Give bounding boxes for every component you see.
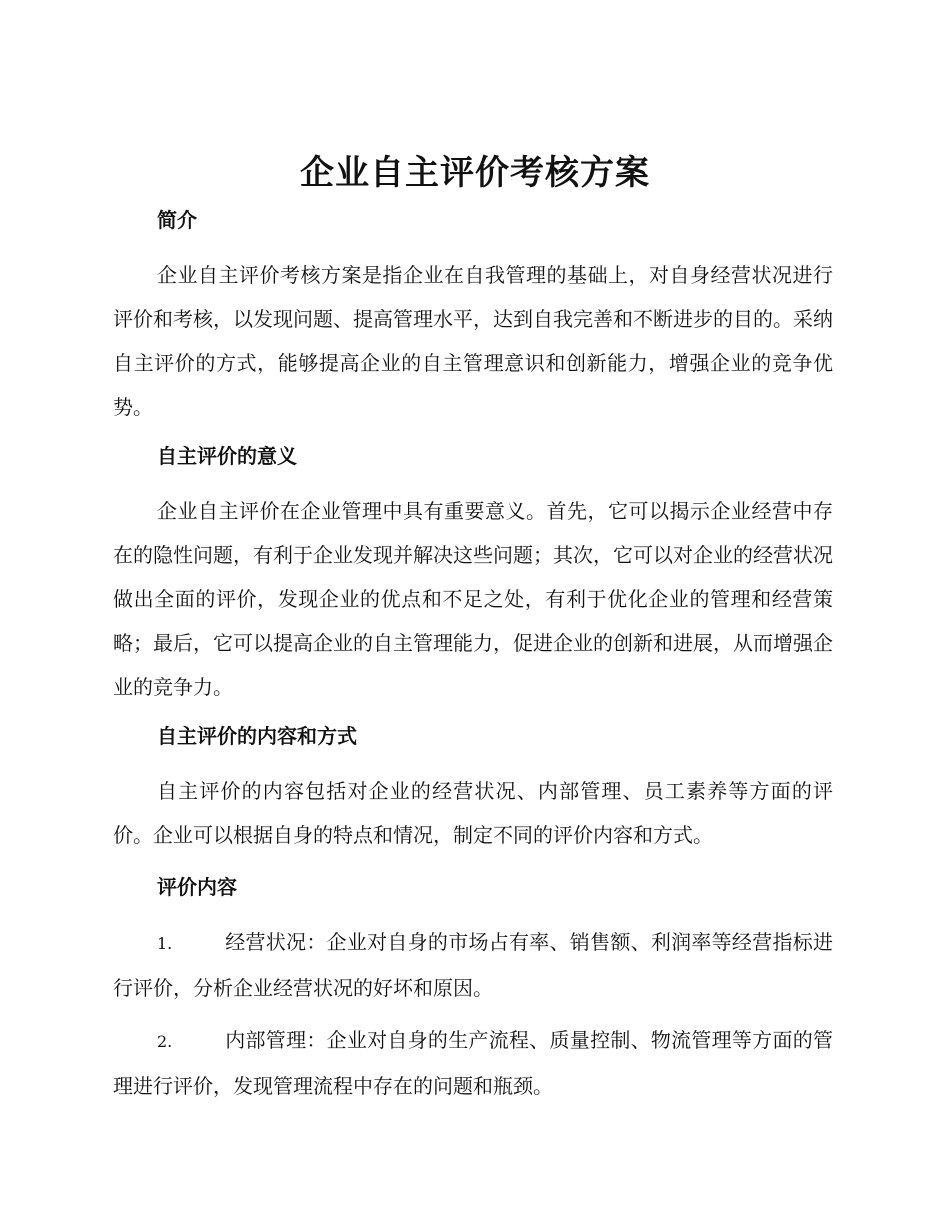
list-item-2-block xyxy=(113,1018,833,1108)
section-heading-intro: 简介 xyxy=(157,208,197,232)
paragraph-significance: 企业自主评价在企业管理中具有重要意义。首先，它可以揭示企业经营中存在的隐性问题，有利于企业发现并解决这些问题；其次，它可以对企业的经营状况做出全面的评价，发现企业的优点和不足之处，有利于优化企业的管理和经营策略；最后，它可以提高企业的自主管理能力，促进企业的创新和进展，从而增强企业的竞争力。 xyxy=(113,499,833,699)
list-item-text: 内部管理：企业对自身的生产流程、质量控制、物流管理等方面的管理进行评价，发现管理流程中存在的问题和瓶颈。 xyxy=(113,1028,833,1098)
section-heading-content-method: 自主评价的内容和方式 xyxy=(157,724,357,748)
section-heading-evaluation-content: 评价内容 xyxy=(157,875,237,899)
section-body-significance-block xyxy=(113,489,833,709)
section-heading-evaluation-content-block xyxy=(113,872,833,902)
section-body-intro-block xyxy=(113,253,833,429)
paragraph-intro: 企业自主评价考核方案是指企业在自我管理的基础上，对自身经营状况进行评价和考核，以发现问题、提高管理水平，达到自我完善和不断进步的目的。采纳自主评价的方式，能够提高企业的自主管理意识和创新能力，增强企业的竞争优势。 xyxy=(113,263,833,419)
document-title: 企业自主评价考核方案 xyxy=(300,153,650,193)
list-item-1-block xyxy=(113,920,833,1010)
list-item-number: 2. xyxy=(157,1032,173,1051)
section-heading-significance-block xyxy=(113,441,833,471)
list-item-text: 经营状况：企业对自身的市场占有率、销售额、利润率等经营指标进行评价，分析企业经营状况的好坏和原因。 xyxy=(113,930,833,1000)
section-heading-content-method-block xyxy=(113,721,833,751)
section-heading-significance: 自主评价的意义 xyxy=(157,444,297,468)
list-item-number: 1. xyxy=(157,934,173,953)
list-item xyxy=(113,1018,833,1108)
list-item xyxy=(113,920,833,1010)
section-heading-intro-block xyxy=(113,205,833,235)
section-body-content-method-block xyxy=(113,769,833,857)
paragraph-content-method: 自主评价的内容包括对企业的经营状况、内部管理、员工素养等方面的评价。企业可以根据自身的特点和情况，制定不同的评价内容和方式。 xyxy=(113,779,833,847)
